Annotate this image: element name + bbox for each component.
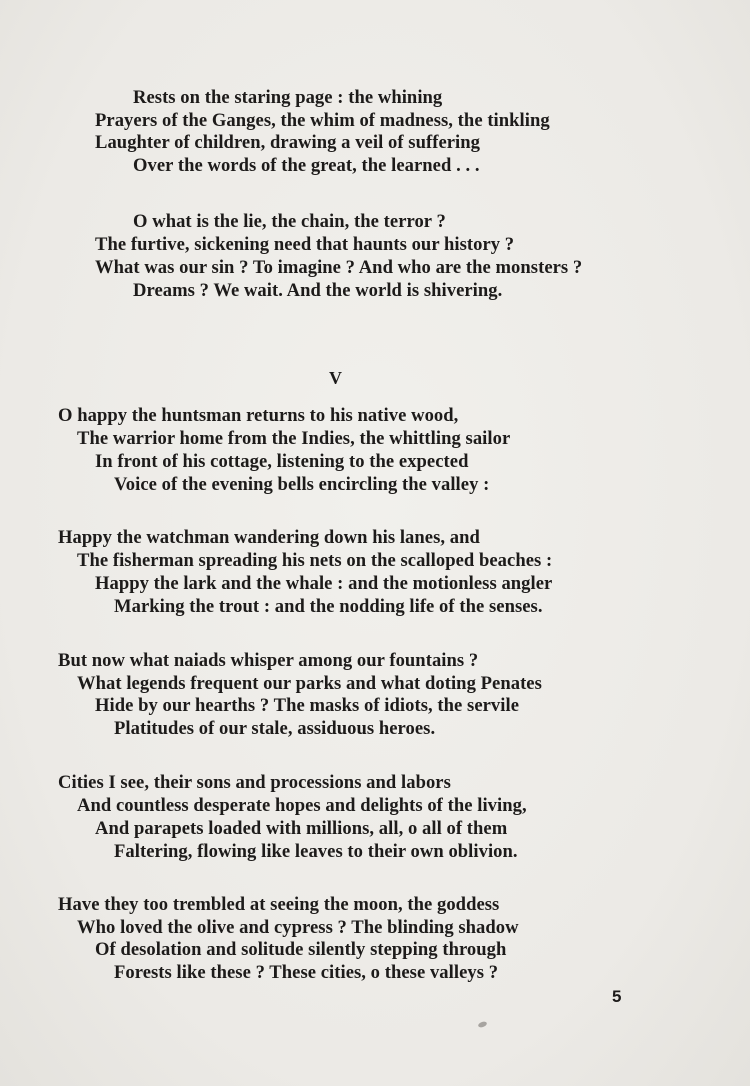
poem-line: Cities I see, their sons and processions and labors [58, 772, 451, 793]
poem-line: O what is the lie, the chain, the terror ? [133, 211, 446, 232]
poem-line: Faltering, flowing like leaves to their own oblivion. [114, 841, 518, 862]
poem-line: But now what naiads whisper among our fountains ? [58, 650, 479, 671]
poem-line: Rests on the staring page : the whining [133, 87, 443, 108]
poem-line: Marking the trout : and the nodding life of the senses. [114, 596, 543, 617]
poem-line: What legends frequent our parks and what doting Penates [77, 673, 542, 694]
poem-line: In front of his cottage, listening to the expected [95, 451, 469, 472]
paper-blemish [477, 1021, 487, 1029]
poem-line: Voice of the evening bells encircling the valley : [114, 474, 490, 495]
poem-line: Hide by our hearths ? The masks of idiots, the servile [95, 695, 520, 716]
poem-line: Of desolation and solitude silently stepping through [95, 939, 507, 960]
poem-line: Forests like these ? These cities, o these valleys ? [114, 962, 499, 983]
poem-line: Platitudes of our stale, assiduous heroes. [114, 718, 436, 739]
poem-line: Happy the watchman wandering down his lanes, and [58, 527, 480, 548]
poem-line: Who loved the olive and cypress ? The blinding shadow [77, 917, 519, 938]
poem-line: What was our sin ? To imagine ? And who are the monsters ? [95, 257, 583, 278]
page-number: 5 [612, 987, 622, 1006]
poem-line: O happy the huntsman returns to his native wood, [58, 405, 459, 426]
poem-line: Prayers of the Ganges, the whim of madness, the tinkling [95, 110, 550, 131]
poem-line: The warrior home from the Indies, the whittling sailor [77, 428, 511, 449]
poem-line: Laughter of children, drawing a veil of suffering [95, 132, 481, 153]
poem-line: The furtive, sickening need that haunts our history ? [95, 234, 515, 255]
section-numeral: V [329, 368, 342, 388]
poem-line: The fisherman spreading his nets on the scalloped beaches : [77, 550, 553, 571]
poem-line: Happy the lark and the whale : and the motionless angler [95, 573, 553, 594]
poem-line: Over the words of the great, the learned . . . [133, 155, 480, 176]
poem-line: Have they too trembled at seeing the moon, the goddess [58, 894, 500, 915]
poem-line: And countless desperate hopes and delights of the living, [77, 795, 527, 816]
poem-line: Dreams ? We wait. And the world is shivering. [133, 280, 503, 301]
poem-line: And parapets loaded with millions, all, o all of them [95, 818, 508, 839]
